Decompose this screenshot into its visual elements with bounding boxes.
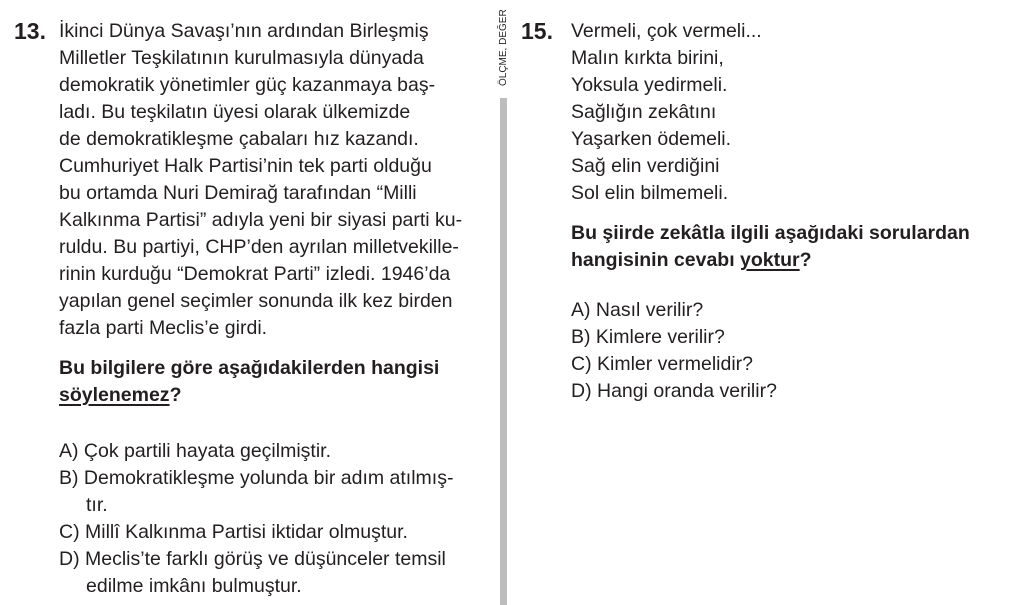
- question-15: [521, 18, 1011, 405]
- option-c[interactable]: [59, 519, 489, 546]
- answer-options: [59, 438, 489, 600]
- option-a[interactable]: A) Nasıl verilir?: [571, 299, 704, 321]
- stem-underlined-word: yoktur: [740, 249, 800, 271]
- column-divider: [500, 98, 507, 605]
- question-number: 13.: [14, 18, 46, 44]
- answer-options: [571, 297, 1011, 405]
- passage-line: de demokratikleşme çabaları hız kazandı.: [59, 128, 419, 150]
- question-stem: [571, 220, 1011, 274]
- poem-line: Sağ elin verdiğini: [571, 155, 720, 177]
- option-text: B) Demokratikleşme yolunda bir adım atılmış-: [59, 467, 454, 489]
- side-label-text: ÖLÇME, DEĞER: [498, 9, 509, 86]
- passage-line: ladı. Bu teşkilatın üyesi olarak ülkemizde: [59, 101, 411, 123]
- stem-line: [571, 247, 1011, 274]
- stem-line: Bu şiirde zekâtla ilgili aşağıdaki sorulardan: [571, 222, 970, 244]
- poem-line: Yoksula yedirmeli.: [571, 74, 728, 96]
- question-13: [14, 18, 489, 600]
- option-c[interactable]: C) Kimler vermelidir?: [571, 353, 754, 375]
- passage-line: Cumhuriyet Halk Partisi’nin tek parti olduğu: [59, 155, 432, 177]
- option-b[interactable]: B) Kimlere verilir?: [571, 326, 725, 348]
- question-stem: [59, 355, 489, 409]
- passage-text: [59, 18, 489, 409]
- stem-line: Bu bilgilere göre aşağıdakilerden hangisi: [59, 357, 440, 379]
- passage-line: bu ortamda Nuri Demirağ tarafından “Milli: [59, 182, 417, 204]
- passage-line: fazla parti Meclis’e girdi.: [59, 317, 268, 339]
- passage-line: demokratik yönetimler güç kazanmaya baş-: [59, 74, 436, 96]
- option-a[interactable]: [59, 438, 489, 465]
- poem-line: Vermeli, çok vermeli...: [571, 20, 762, 42]
- poem-text: [571, 18, 1011, 274]
- option-text: D) Meclis’te farklı görüş ve düşünceler temsil: [59, 548, 446, 570]
- poem-line: Sol elin bilmemeli.: [571, 182, 729, 204]
- poem-line: Yaşarken ödemeli.: [571, 128, 732, 150]
- question-number: 15.: [521, 18, 553, 44]
- stem-underlined-word: söylenemez: [59, 384, 170, 406]
- question-13-passage: [14, 18, 489, 409]
- stem-line: [59, 382, 489, 409]
- poem-line: Sağlığın zekâtını: [571, 101, 717, 123]
- option-text: C) Millî Kalkınma Partisi iktidar olmuştur.: [59, 521, 408, 543]
- section-side-label: [497, 0, 511, 86]
- poem-line: Malın kırkta birini,: [571, 47, 724, 69]
- passage-line: Milletler Teşkilatının kurulmasıyla dünyada: [59, 47, 424, 69]
- passage-line: yapılan genel seçimler sonunda ilk kez birden: [59, 290, 453, 312]
- option-text: A) Çok partili hayata geçilmiştir.: [59, 440, 332, 462]
- option-text-continued: edilme imkânı bulmuştur.: [86, 575, 302, 597]
- option-text-continued: tır.: [86, 494, 108, 516]
- passage-line: Kalkınma Partisi” adıyla yeni bir siyasi parti ku-: [59, 209, 463, 231]
- stem-question-mark: ?: [169, 384, 182, 406]
- option-b[interactable]: [59, 465, 489, 519]
- option-d[interactable]: D) Hangi oranda verilir?: [571, 380, 777, 402]
- option-d[interactable]: [59, 546, 489, 600]
- passage-line: ruldu. Bu partiyi, CHP’den ayrılan milletvekille-: [59, 236, 459, 258]
- stem-text: hangisinin cevabı: [571, 249, 741, 271]
- question-15-poem: [521, 18, 1011, 274]
- passage-line: rinin kurduğu “Demokrat Parti” izledi. 1946’da: [59, 263, 451, 285]
- stem-question-mark: ?: [799, 249, 812, 271]
- passage-line: İkinci Dünya Savaşı’nın ardından Birleşmiş: [59, 20, 429, 42]
